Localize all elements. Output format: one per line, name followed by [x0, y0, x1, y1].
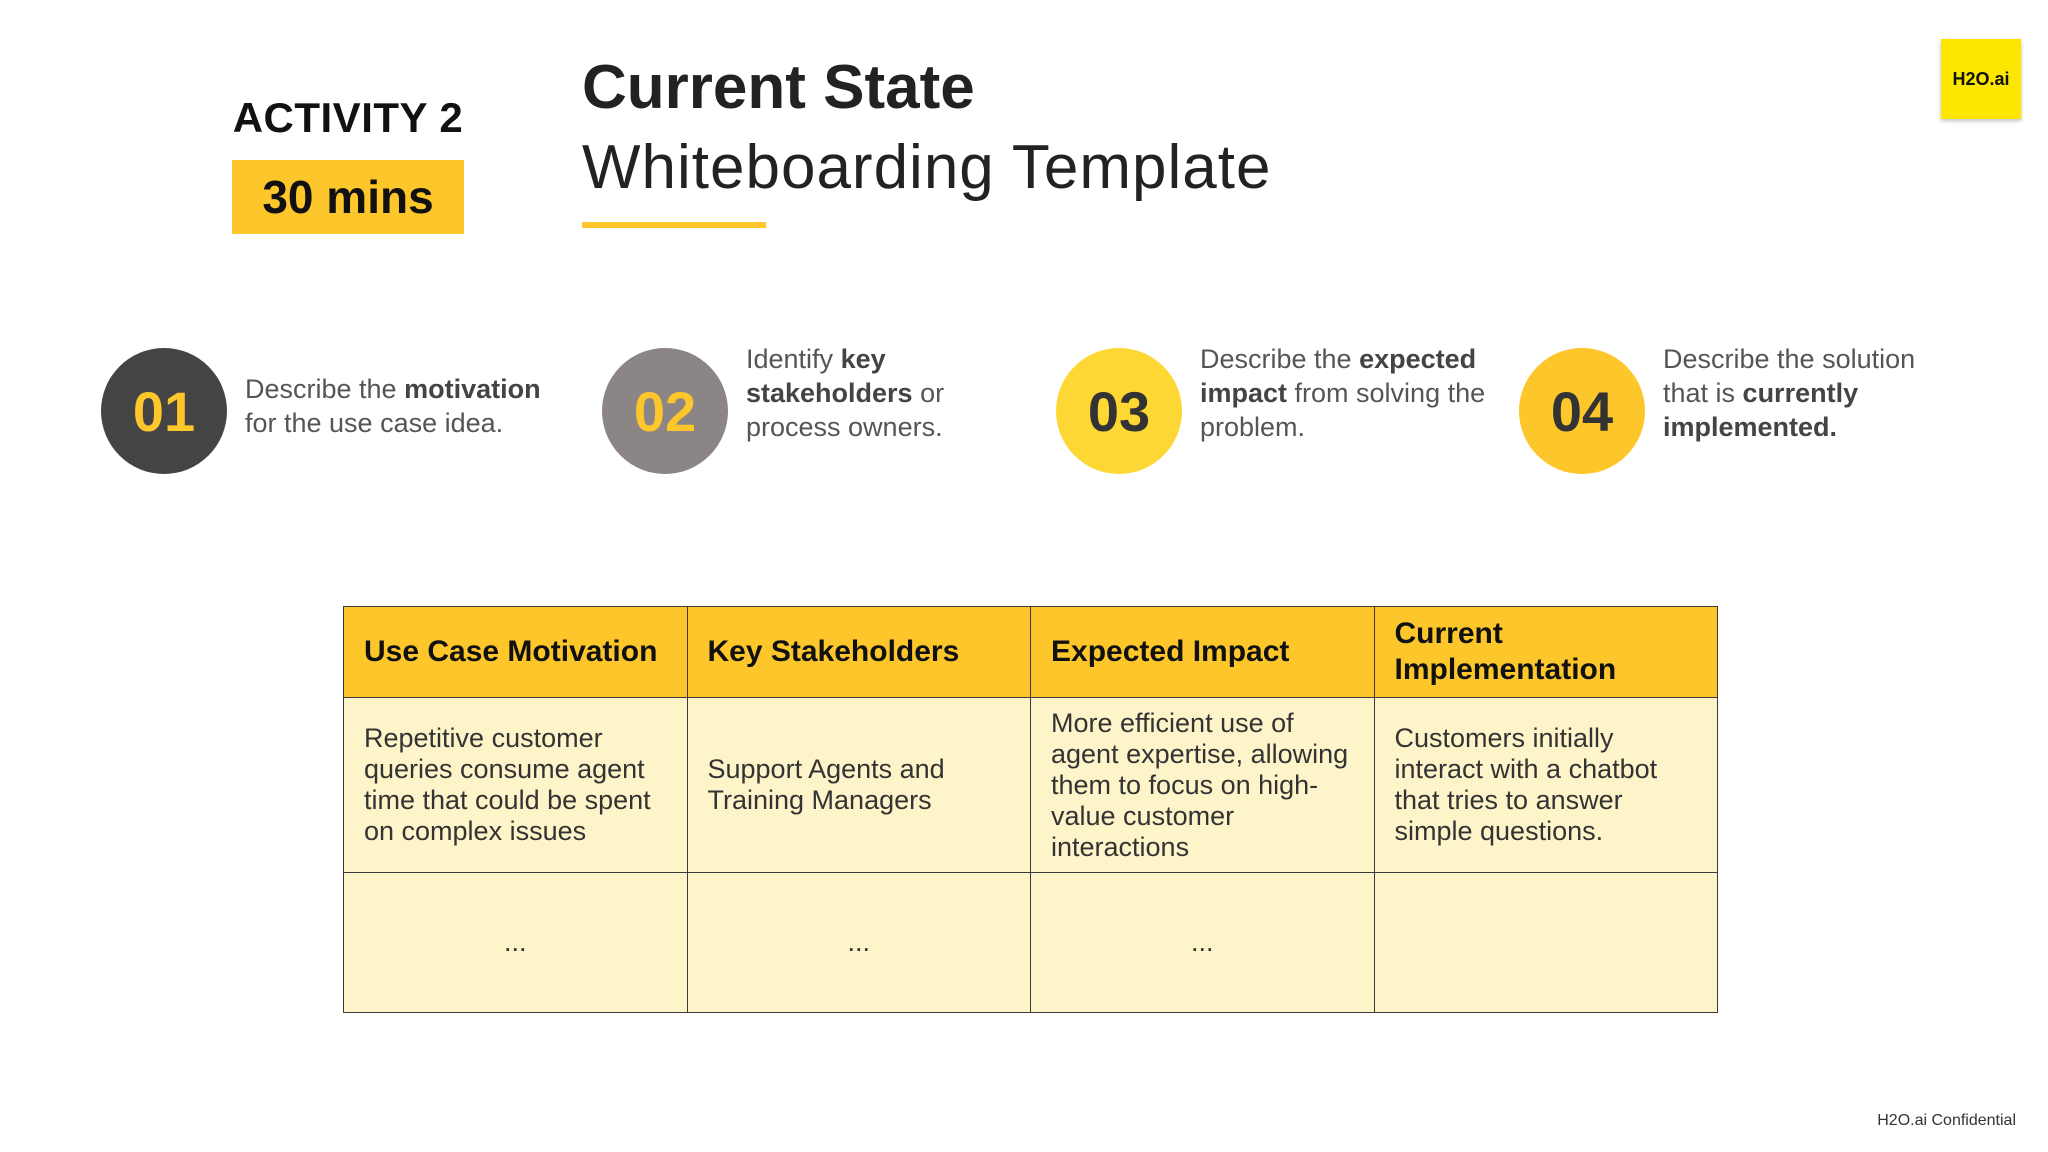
table-cell: Repetitive customer queries consume agent time that could be spent on complex issues — [344, 698, 688, 873]
step-2-text: Identify key stakeholders or process owners. — [746, 344, 945, 442]
header-key-stakeholders: Key Stakeholders — [687, 607, 1031, 698]
table-row — [344, 698, 1718, 873]
header-expected-impact: Expected Impact — [1031, 607, 1375, 698]
table-row — [344, 873, 1718, 1013]
title-block — [582, 52, 1271, 228]
title-underline — [582, 222, 766, 228]
header-use-case-motivation: Use Case Motivation — [344, 607, 688, 698]
table-cell: ... — [344, 873, 688, 1013]
table-cell: ... — [1031, 873, 1375, 1013]
table-cell — [1374, 873, 1718, 1013]
page-title: Current State — [582, 53, 975, 122]
page-subtitle: Whiteboarding Template — [582, 133, 1272, 202]
whiteboard-table — [343, 606, 1718, 1013]
table-cell: Customers initially interact with a chatbot that tries to answer simple questions. — [1374, 698, 1718, 873]
activity-label: ACTIVITY 2 — [232, 94, 464, 141]
step-1 — [101, 348, 565, 474]
step-1-text: Describe the motivation for the use case idea. — [245, 374, 541, 438]
step-3 — [1056, 344, 1510, 474]
table-header-row — [344, 607, 1718, 698]
step-4-number: 04 — [1519, 348, 1645, 474]
step-2 — [602, 344, 956, 474]
step-4-text: Describe the solution that is currently implemented. — [1663, 344, 1916, 442]
footer-confidential: H2O.ai Confidential — [1877, 1112, 2016, 1129]
activity-block — [232, 92, 464, 234]
table-cell: More efficient use of agent expertise, allowing them to focus on high-value customer interactions — [1031, 698, 1375, 873]
step-1-number: 01 — [101, 348, 227, 474]
header-current-implementation: Current Implementation — [1374, 607, 1718, 698]
step-3-number: 03 — [1056, 348, 1182, 474]
activity-duration-badge: 30 mins — [232, 160, 464, 234]
table-cell: Support Agents and Training Managers — [687, 698, 1031, 873]
table-cell: ... — [687, 873, 1031, 1013]
step-3-text: Describe the expected impact from solving the problem. — [1200, 344, 1486, 442]
step-2-number: 02 — [602, 348, 728, 474]
step-4 — [1519, 344, 1953, 474]
h2o-logo: H2O.ai — [1941, 39, 2021, 119]
